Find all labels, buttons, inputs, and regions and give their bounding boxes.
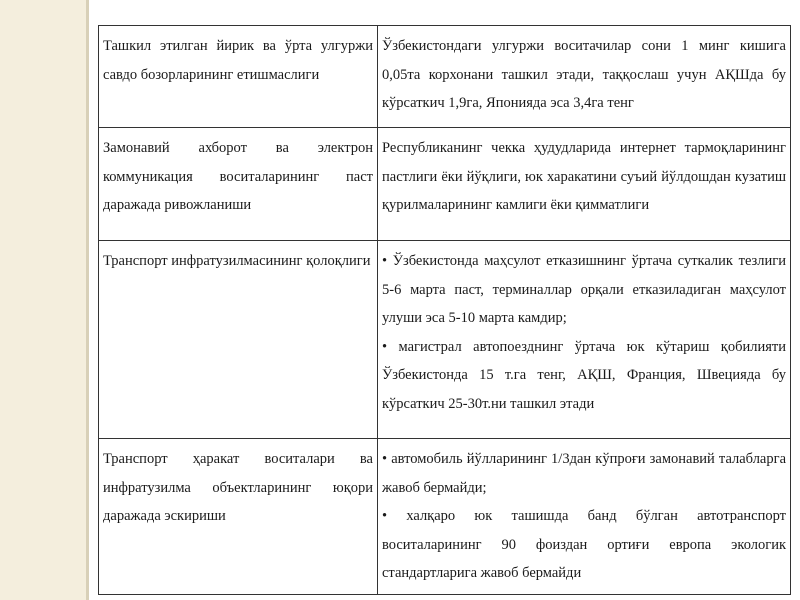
cell-text: Ўзбекистондаги улгуржи воситачилар сони 1 минг кишига 0,05та корхонани ташкил этади, таққослаш учун АҚШда бу кўрсаткич 1,9га, Японияда эса 3,4га тенг — [382, 38, 786, 111]
table-cell-evidence — [378, 128, 791, 241]
problems-table — [98, 25, 791, 595]
left-margin-divider — [86, 0, 89, 600]
table-cell-problem — [99, 439, 378, 595]
table-row — [99, 241, 791, 439]
cell-bullet: • Ўзбекистонда маҳсулот етказишнинг ўртача суткалик тезлиги 5-6 марта паст, терминаллар орқали етказиладиган маҳсулот улуши эса 5-10 марта камдир; — [382, 253, 786, 326]
table-cell-evidence — [378, 241, 791, 439]
table-cell-evidence — [378, 26, 791, 128]
cell-text: Республиканинг чекка ҳудудларида интернет тармоқларининг пастлиги ёки йўқлиги, юк харакатини суъий йўлдошдан кузатиш қурилмаларининг камлиги ёки қимматлиги — [382, 140, 786, 213]
table-cell-problem — [99, 128, 378, 241]
cell-bullet: • халқаро юк ташишда банд бўлган автотранспорт воситаларининг 90 фоиздан ортиғи европа экологик стандартларига жавоб бермайди — [382, 508, 786, 581]
cell-text: Транспорт инфратузилмасининг қолоқлиги — [103, 253, 371, 269]
table-cell-problem — [99, 26, 378, 128]
cell-text: Замонавий ахборот ва электрон коммуникация воситаларининг паст даражада ривожланиши — [103, 140, 373, 213]
cell-bullet: • магистрал автопоезднинг ўртача юк кўтариш қобилияти Ўзбекистонда 15 т.га тенг, АҚШ, Франция, Швецияда бу кўрсаткич 25-30т.ни ташкил этади — [382, 338, 786, 412]
table-cell-evidence — [378, 439, 791, 595]
table-row — [99, 26, 791, 128]
left-margin-strip — [0, 0, 86, 600]
table-row — [99, 128, 791, 241]
cell-text: Ташкил этилган йирик ва ўрта улгуржи савдо бозорларининг етишмаслиги — [103, 38, 373, 83]
table-row — [99, 439, 791, 595]
table-cell-problem — [99, 241, 378, 439]
cell-text: Транспорт ҳаракат воситалари ва инфратузилма объектларининг юқори даражада эскириши — [103, 451, 373, 524]
cell-bullet: • автомобиль йўлларининг 1/3дан кўпроғи замонавий талабларга жавоб бермайди; — [382, 451, 786, 496]
